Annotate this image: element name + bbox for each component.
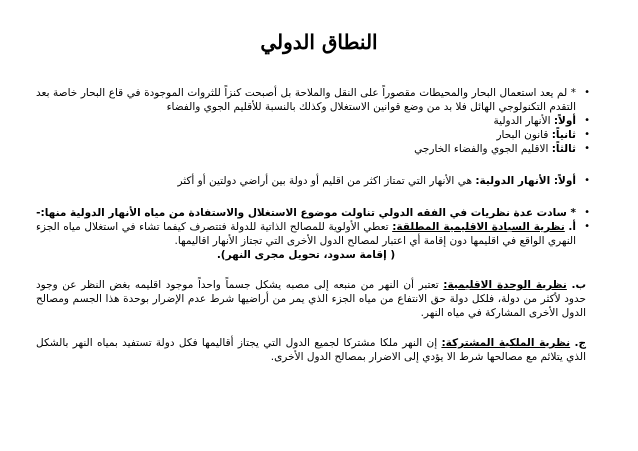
theory-a-name: نظرية السيادة الاقليمية المطلقة:	[392, 221, 565, 233]
intro-text: * لم يعد استعمال البحار والمحيطات مقصوراً على النقل والملاحة بل أصبحت كنزاً للثروات الموجودة في قاع البحار خاصة بعد التقدم التكنولوجي الهائل فلا بد من وضع قوانين الاستغلال وكذلك بالنسبة للأقليم الجوي والفضاء	[36, 87, 576, 113]
bullet-icon: •	[584, 129, 590, 140]
bullet-icon: •	[584, 175, 590, 186]
bullet-icon: •	[584, 143, 590, 154]
bullet-icon: •	[584, 87, 590, 98]
theory-b-name: نظرية الوحدة الاقليمية:	[443, 279, 567, 291]
rivers-definition-label: أولاً: الأنهار الدولية:	[475, 175, 576, 187]
rivers-definition-item	[36, 174, 590, 188]
theory-c-prefix: ج.	[574, 337, 587, 349]
point-label: ثالثاً:	[551, 143, 576, 155]
theory-c-item	[36, 336, 590, 364]
bullet-icon: •	[584, 221, 590, 232]
theory-b-item	[36, 278, 590, 320]
bullet-icon: •	[584, 207, 590, 218]
point-text: الأنهار الدولية	[493, 115, 554, 127]
point-item	[36, 114, 590, 128]
point-label: ثانياً:	[551, 129, 576, 141]
point-text: الاقليم الجوي والفضاء الخارجي	[414, 143, 552, 155]
theory-b-prefix: ب.	[571, 279, 586, 291]
point-label: أولاً:	[553, 115, 576, 127]
slide-title: النطاق الدولي	[260, 30, 378, 54]
theory-c-name: نظرية الملكية المشتركة:	[441, 337, 571, 349]
theory-c-text: إن النهر ملكا مشتركا لجميع الدول التي يجتاز أقاليمها فكل دولة تستفيد بمياه النهر بالشكل الذي يتلائم مع مصالحها شرط الا يؤدي إلى الاضرار بمصالح الدول الأخرى.	[36, 337, 586, 363]
theory-a-item	[36, 220, 590, 262]
slide-content	[36, 86, 590, 364]
theories-heading: * سادت عدة نظريات في الفقه الدولي تناولت موضوع الاستغلال والاستفادة من مياه الأنهار الدولية منها:-	[36, 207, 576, 219]
theory-a-prefix: أ.	[568, 221, 576, 233]
theory-a-note: ( إقامة سدود، تحويل مجرى النهر).	[216, 249, 396, 261]
rivers-definition-text: هي الأنهار التي تمتاز اكثر من اقليم أو دولة بين أراضي دولتين أو أكثر	[177, 175, 476, 187]
point-item	[36, 128, 590, 142]
point-item	[36, 142, 590, 156]
point-text: قانون البحار	[496, 129, 552, 141]
theory-b-text: تعتبر أن النهر من منبعه إلى مصبه يشكل جسماً واحداً موجود اقليمه بغض النظر عن وجود حدود لأكثر من دولة، فلكل دولة حق الانتفاع من مياه الجزء الذي يمر من أراضيها شرط عدم الإضرار بوحدة هذا الجسم ومصالح الدول الأخرى المشاركة في مياه النهر.	[36, 279, 586, 319]
theory-a-text: تعطي الأولوية للمصالح الذاتية للدولة فتتصرف كيفما تشاء في استغلال مياه الجزء النهري الواقع في اقليمها دون إقامة أي اعتبار لمصالح الدول الأخرى التي تجتاز الأنهار اقاليمها.	[36, 221, 576, 247]
intro-item	[36, 86, 590, 114]
bullet-icon: •	[584, 115, 590, 126]
theories-heading-item	[36, 206, 590, 220]
